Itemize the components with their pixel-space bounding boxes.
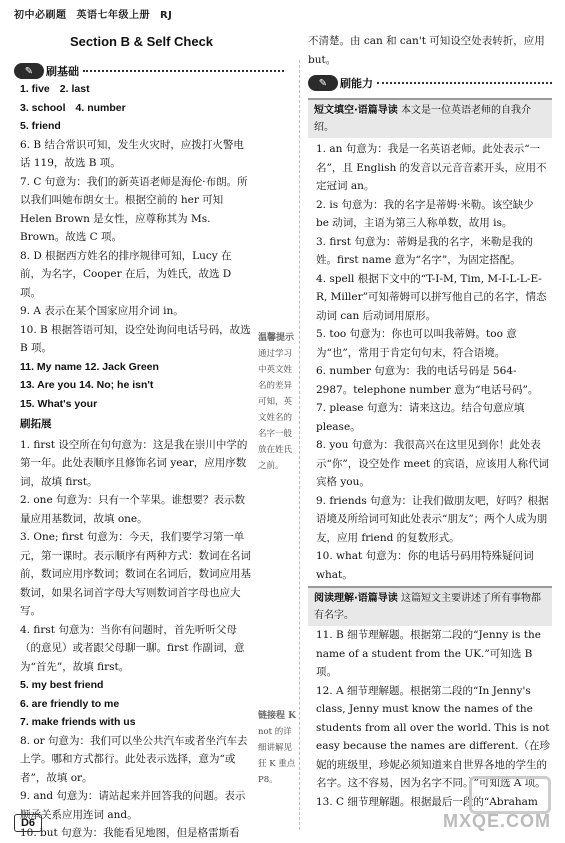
answer-line: 不清楚。由 can 和 can't 可知设空处表转折，应用 but。 (308, 35, 545, 66)
answer-line: 2. is 句意为：我的名字是蒂姆·米勒。该空缺少 be 动词，主语为第三人称单数，故用 is。 (316, 198, 534, 229)
page-number: D6 (14, 814, 42, 832)
answer-line: 9. friends 句意为：让我们做朋友吧，好吗？根据语境及所给词可知此处表示“朋友”；两个人成为朋友，应用 friend 的复数形式。 (316, 494, 549, 544)
series-label: 初中必刷题 (14, 10, 67, 21)
link-note (258, 708, 298, 788)
left-column (20, 80, 252, 843)
answer-line: 6. number 句意为：我的电话号码是 564-2987。telephone number 意为“电话号码”。 (316, 365, 539, 396)
divider (377, 82, 552, 84)
answer-line: 10. what 句意为：你的电话号码用特殊疑问词 what。 (316, 550, 534, 581)
answer-line: 5. my best friend (20, 679, 104, 691)
subsection-extend: 刷拓展 (20, 418, 52, 430)
answer-line: 4. first 句意为：当你有问题时，首先听听父母（的意见）或者跟父母聊一聊。first 作副词，意为“首先”，故填 first。 (20, 623, 245, 673)
banner-basic-label: 刷基础 (46, 65, 79, 78)
answer-line: 7. make friends with us (20, 716, 136, 728)
answer-line: 9. and 句意为：请站起来并回答我的问题。表示顺承关系应用连词 and。 (20, 790, 246, 821)
answer-line: 6. B 结合常识可知，发生火灾时，应拨打火警电话 119，故选 B 项。 (20, 138, 244, 169)
watermark: MXQE.COM (442, 811, 551, 831)
subject-label: 英语七年级上册 (76, 10, 150, 21)
guide-box-cloze (308, 98, 552, 138)
answer-line: 1. an 句意为：我是一名英语老师。此处表示“一名”，且 English 的发音以元音音素开头，应用不定冠词 an。 (316, 143, 547, 192)
answer-line: 8. you 句意为：我很高兴在这里见到你！此处表示“你”，设空处作 meet 的宾语，应该用人称代词宾格 you。 (316, 439, 550, 488)
divider (83, 70, 284, 72)
section-title: Section B & Self Check (70, 34, 214, 49)
answer-line: 5. friend (20, 120, 61, 132)
answer-line: 7. C 句意为：我们的新英语老师是海伦·布朗。所以我们叫她布朗女士。根据空前的 her 可知 Helen Brown 是女性，应尊称其为 Ms. Brown。故选 C 项。 (20, 175, 248, 243)
answer-line: 5. too 句意为：你也可以叫我蒂姆。too 意为“也”，常用于肯定句句末，符合语境。 (316, 328, 517, 359)
answer-line: 6. are friendly to me (20, 697, 120, 710)
answer-line: 8. or 句意为：我们可以坐公共汽车或者坐汽车去上学。哪和方式都行。此处表示选择，意为“或者”，故填 or。 (20, 734, 248, 784)
answer-line: 9. A 表示在某个国家应用介词 in。 (20, 305, 184, 317)
answer-line: 3. school 4. number (20, 101, 126, 114)
banner-ability (308, 74, 552, 92)
answer-line: 11. My name 12. Jack Green (20, 360, 159, 373)
pencil-icon: ✎ (308, 75, 338, 91)
banner-basic (14, 62, 284, 80)
guide-box-body: 本文是一位英语老师的自我介绍。 (314, 105, 531, 133)
guide-box-reading (308, 586, 552, 626)
tip-body: 通过学习中英文姓名的差异可知，英文姓名的名字一般放在姓氏之前。 (258, 349, 293, 471)
running-header (14, 6, 178, 21)
column-divider (299, 60, 300, 830)
answer-line: 1. first 设空所在句句意为：这是我在崇川中学的第一年。此处表顺序且修饰名词 year，应用序数词，故填 first。 (20, 438, 248, 488)
answer-line: 3. One; first 句意为：今天，我们要学习第一单元，第一课时。表示顺序有两种方式：数词在名词前，数词应用序数词；数词在名词后，数词应用基数词，如果名词首字母大写则数词首字母也应大写。 (20, 531, 251, 617)
answer-line: 8. D 根据西方姓名的排序规律可知，Lucy 在前，为名字，Cooper 在后，为姓氏，故选 D 项。 (20, 249, 232, 299)
tip-title: 温馨提示 (258, 333, 295, 343)
link-title: 链接程 K (258, 711, 296, 721)
guide-box-title: 阅读理解·语篇导读 (314, 593, 398, 604)
answer-line: 10. B 根据答语可知，设空处询问电话号码，故选 B 项。 (20, 323, 251, 354)
answer-line: 3. first 句意为：蒂姆是我的名字，米勒是我的姓。first name 意为“名字”，为固定搭配。 (316, 235, 533, 266)
answer-line: 1. five 2. last (20, 83, 90, 95)
link-body: not 的详细讲解见狂 K 重点 P8。 (258, 727, 296, 785)
answer-line: 13. C 细节理解题。根据最后一段的“Abraham (316, 795, 538, 808)
answer-line: 2. one 句意为：只有一个苹果。谁想要？表示数量应用基数词，故填 one。 (20, 494, 245, 525)
watermark-logo (469, 776, 551, 814)
answer-line: 15. What's your (20, 397, 98, 410)
guide-box-title: 短文填空·语篇导读 (314, 105, 398, 116)
right-column-cloze (316, 140, 550, 584)
tip-note (258, 330, 298, 474)
edition-label: RJ (159, 10, 173, 21)
answer-line: 10. but 句意为：我能看见地图，但是格雷斯看 (20, 827, 240, 839)
guide-box-body: 这篇短文主要讲述了所有事物都有名字。 (314, 593, 541, 621)
answer-line: 4. spell 根据下文中的“T-I-M, Tim, M-I-L-L-E-R, Miller”可知蒂姆可以拼写他自己的名字，情态动词 can 后动词用原形。 (316, 272, 547, 322)
answer-line: 12. A 细节理解题。根据第二段的“In Jenny's class, Jenny must know the names of the students from all over the world. This is not easy because the names are different.（在珍妮的班级里，珍妮必须知道来自世界各地的学生的名字。这不容易，因为名字不同。）”可知选 A 项。 (316, 684, 550, 789)
answer-line: 11. B 细节理解题。根据第二段的“Jenny is the name of a student from the UK.”可知选 B 项。 (316, 629, 541, 678)
banner-ability-label: 刷能力 (340, 77, 373, 90)
right-column-top (308, 32, 550, 69)
pencil-icon: ✎ (14, 63, 44, 79)
answer-line: 13. Are you 14. No; he isn't (20, 379, 154, 391)
answer-line: 7. please 句意为：请来这边。结合句意应填 please。 (316, 402, 525, 433)
